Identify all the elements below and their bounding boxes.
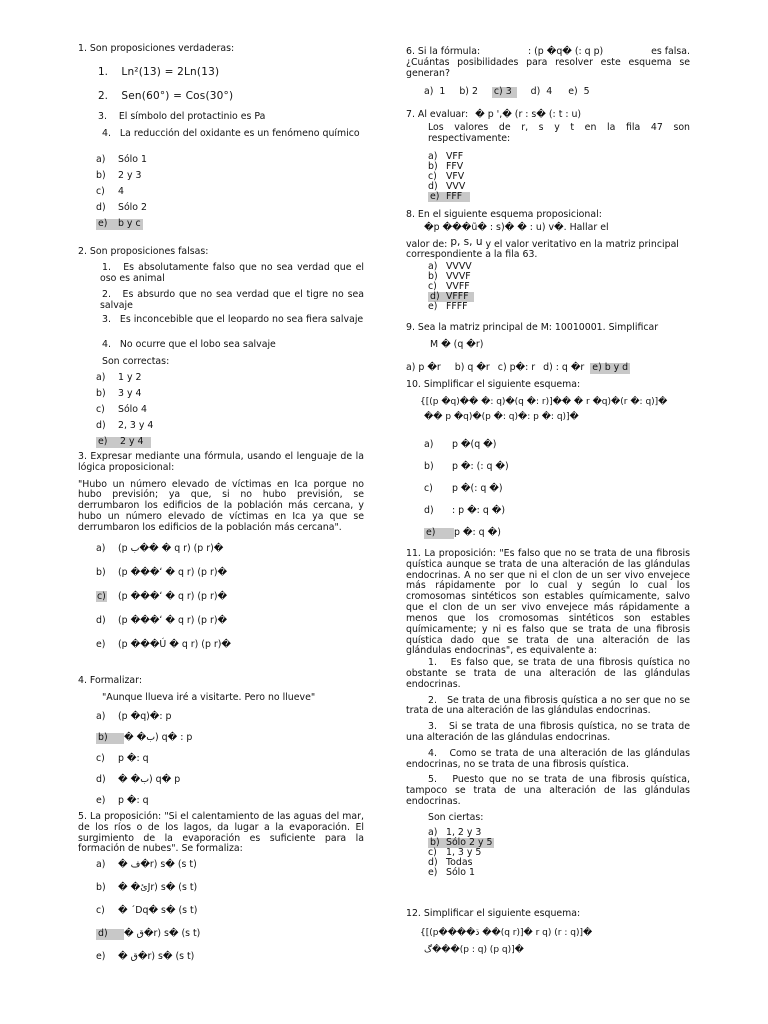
question-9-stem: 9. Sea la matriz principal de M: 10010001. Simplificar: [406, 322, 659, 333]
q11-item-5: 5. Puesto que no se trata de una fibrosis quística, tampoco se trata de una alteración de las glándulas endocrinas.: [406, 774, 690, 808]
question-6-stem: 6. Si la fórmula:: [406, 46, 481, 57]
q2-item-4: 4. No ocurre que el lobo sea salvaje: [102, 339, 276, 350]
q11-option-a[interactable]: a) 1, 2 y 3: [428, 826, 482, 838]
question-10-formula-line-2: �� p �q)�(p �: q)�: p �: q)]�: [424, 412, 579, 423]
question-11-stem: 11. La proposición: "Es falso que no se trata de una fibrosis quística aunque se trata de una alteración de las glándulas endocrinas. A no ser que ni el clon de un ser vivo envejece más rápidamente por lo cual y según lo cual los cromosomas sintéticos son estables químicamente, salvo que el clon de un ser vivo envejece más rápidamente a menos que los cromosomas sintéticos son estables químicamente; y ni es falso que se trata de una fibrosis quística dado que se trata de una alteración de las glándulas endocrinas", es equivalente a:: [406, 548, 690, 657]
question-7-stem-line: [406, 110, 690, 121]
q11-option-d[interactable]: d) Todas: [428, 856, 473, 868]
q1-options: [96, 155, 147, 235]
q4-option-a[interactable]: a) (p �q)�: p: [96, 711, 172, 722]
q10-option-a[interactable]: a) p �(q �): [424, 439, 497, 450]
question-6-question: ¿Cuántas posibilidades para resolver este esquema se generan?: [406, 56, 690, 79]
question-11: [406, 549, 690, 878]
question-8-formula-line: �p ���ũ� : s)� � : u) v�. Hallar el: [424, 221, 609, 233]
q8-option-a[interactable]: a) VVVV: [428, 261, 472, 272]
q1-item-text: Ln²(13) = 2Ln(13): [121, 66, 220, 78]
q8-option-e[interactable]: e) FFFF: [428, 301, 468, 312]
q5-option-a[interactable]: a) � ف�r) s� (s t): [96, 859, 197, 870]
question-10: [406, 379, 690, 538]
question-5: [78, 811, 364, 962]
question-7-formula: � p ',� (r : s� (: t : u): [475, 109, 582, 120]
q1-option-b[interactable]: b) 2 y 3: [96, 170, 142, 181]
q8-options: [428, 262, 474, 312]
q6-option-a[interactable]: a) 1: [424, 86, 446, 97]
q4-option-e[interactable]: e) p �: q: [96, 795, 149, 806]
q1-item-text: La reducción del oxidante es un fenómeno químico: [119, 128, 360, 139]
q2-option-c[interactable]: c) Sólo 4: [96, 404, 147, 415]
question-12-stem: 12. Simplificar el siguiente esquema:: [406, 908, 581, 919]
q3-option-b[interactable]: b) (p ���ʻ � q r) (p r)�: [96, 567, 228, 578]
selected-answer-highlight: c): [97, 591, 106, 602]
selected-answer-highlight: d): [96, 929, 124, 940]
question-4-quote: "Aunque llueva iré a visitarte. Pero no llueve": [102, 691, 316, 703]
q1-item-1: [98, 66, 219, 78]
q9-option-c[interactable]: c) p�: r: [497, 362, 536, 373]
q10-options: [424, 440, 509, 550]
q7-options: [428, 152, 470, 202]
q6-option-b[interactable]: b) 2: [459, 86, 478, 97]
q1-item-number: 2.: [98, 90, 109, 102]
q11-option-e[interactable]: e) Sólo 1: [428, 866, 475, 878]
question-3-stem: 3. Expresar mediante una fórmula, usando el lenguaje de la lógica proposicional:: [78, 451, 364, 473]
q4-option-d[interactable]: d) � �ب) q� p: [96, 774, 181, 785]
q10-option-b[interactable]: b) p �: (: q �): [424, 461, 509, 472]
q1-item-4: [100, 129, 364, 140]
question-8-formula: �p ���ũ� : s)� � : u) v�: [424, 221, 564, 233]
q6-option-e[interactable]: e) 5: [568, 86, 590, 97]
question-7-question: Los valores de r, s y t en la fila 47 son respectivamente:: [428, 121, 690, 144]
q1-item-number: 1.: [98, 66, 109, 78]
q10-option-e[interactable]: e) p �: q �): [426, 527, 501, 538]
q6-option-c[interactable]: c) 3: [492, 87, 517, 98]
question-9-formula: M � (q �r): [430, 338, 484, 350]
question-5-stem: 5. La proposición: "Si el calentamiento de las aguas del mar, de los ríos o de los lagos, da lugar a la evaporación. El surgimiento de la evaporación es suficiente para la formación de nubes". Se formaliza:: [78, 811, 364, 855]
selected-answer-highlight: e) 2 y 4: [96, 437, 151, 448]
q2-item-3: 3. Es inconcebible que el leopardo no sea fiera salvaje: [102, 314, 364, 325]
question-3: [78, 451, 364, 650]
q2-item-1: 1. Es absolutamente falso que no sea verdad que el oso es animal: [100, 262, 364, 284]
selected-answer-highlight: b) Sólo 2 y 5: [430, 836, 493, 848]
question-4-stem: 4. Formalizar:: [78, 675, 143, 686]
q1-item-number: 3.: [98, 111, 107, 122]
question-2-stem: 2. Son proposiciones falsas:: [78, 246, 209, 257]
question-6-stem-line: 6. Si la fórmula: : (p �q� (: q p) es falsa.: [406, 46, 690, 57]
selected-answer-highlight: b): [96, 733, 124, 744]
q5-options: [96, 860, 200, 975]
q1-item-number: 4.: [102, 128, 111, 139]
question-10-stem: 10. Simplificar el siguiente esquema:: [406, 379, 581, 390]
question-10-formula-line-1: {[(p �q)�� �: q)�(q �: r)]�� � r �q)�(r �: q)]�: [420, 396, 668, 407]
q11-item-1: 1. Es falso que, se trata de una fibrosis quística no obstante se trata de una alteración de las glándulas endocrinas.: [406, 657, 690, 690]
q7-option-e[interactable]: [428, 192, 470, 202]
q5-option-b[interactable]: b) � �ئJr) s� (s t): [96, 882, 198, 893]
q10-option-c[interactable]: c) p �(: q �): [424, 483, 503, 494]
q5-option-e[interactable]: e) � ق�r) s� (s t): [96, 951, 195, 962]
question-9: [406, 322, 690, 373]
question-8: [406, 209, 690, 312]
q4-option-c[interactable]: c) p �: q: [96, 753, 149, 764]
q2-option-b[interactable]: b) 3 y 4: [96, 388, 142, 399]
q6-option-d[interactable]: d) 4: [530, 86, 553, 97]
q2-options: [96, 373, 153, 453]
q2-item-2: 2. Es absurdo que no sea verdad que el tigre no sea salvaje: [100, 289, 364, 311]
question-8-vars: p, s, u: [450, 235, 483, 248]
q5-option-c[interactable]: c) � ´Dq� s� (s t): [96, 905, 198, 916]
q8-option-c[interactable]: c) VVFF: [428, 281, 470, 292]
q2-option-a[interactable]: a) 1 y 2: [96, 372, 142, 383]
q7-option-c[interactable]: c) VFV: [428, 171, 465, 182]
q9-option-d[interactable]: d) : q �r: [543, 362, 585, 373]
question-1: [78, 43, 364, 229]
q3-option-d[interactable]: d) (p ���ʻ � q r) (p r)�: [96, 615, 228, 626]
question-12-formula-line-1: {[(p����ڌ ��(q r)]� r q) (r : q)]�: [420, 927, 593, 938]
q1-item-text: Sen(60°) = Cos(30°): [121, 90, 234, 102]
q1-option-a[interactable]: a) Sólo 1: [96, 154, 147, 165]
q9-option-a[interactable]: a) p �r: [406, 362, 441, 373]
q2-subheading: Son correctas:: [102, 356, 170, 367]
q8-option-b[interactable]: b) VVVF: [428, 271, 471, 282]
q1-option-d[interactable]: d) Sólo 2: [96, 202, 147, 213]
question-4: [78, 675, 364, 806]
q4-option-b[interactable]: b) � �ب) q� : p: [98, 732, 193, 743]
q3-option-c[interactable]: c) (p ���ʻ � q r) (p r)�: [97, 591, 228, 602]
q2-option-d[interactable]: d) 2, 3 y 4: [96, 420, 154, 431]
question-6-formula: : (p �q� (: q p): [527, 46, 604, 57]
question-12-formula-line-2: گ���(p : q) (p q)]�: [424, 945, 524, 956]
q1-option-e[interactable]: [96, 219, 147, 235]
selected-answer-highlight: e) b y c: [98, 218, 141, 229]
question-3-quote: "Hubo un número elevado de víctimas en Ica porque no hubo previsión; ya que, si no hubo previsión, se derrumbaron los edificios de la población más cercana, y hubo un número elevado de víctimas en Ica ya que se derrumbaron los edificios de la población más cercana".: [78, 478, 364, 533]
question-7-stem: 7. Al evaluar:: [406, 109, 469, 120]
question-2: [78, 246, 364, 447]
q11-item-4: 4. Como se trata de una alteración de las glándulas endocrinas, no se trata de una fibrosis quística.: [406, 747, 690, 770]
q1-item-2: [98, 90, 233, 102]
question-6: [406, 46, 690, 97]
question-8-stem: 8. En el siguiente esquema proposicional:: [406, 209, 602, 220]
q7-option-d[interactable]: d) VVV: [428, 181, 466, 192]
q9-option-b[interactable]: b) q �r: [454, 362, 490, 373]
q3-option-e[interactable]: e) (p ���Ú � q r) (p r)�: [96, 639, 231, 650]
question-8-value-line: valor de: p, s, u y el valor veritativo en la matriz principal correspondiente a la fila 63.: [406, 235, 679, 261]
q11-option-c[interactable]: c) 1, 3 y 5: [428, 846, 482, 858]
q1-option-c[interactable]: c) 4: [96, 186, 124, 197]
q9-option-e[interactable]: e) b y d: [592, 362, 629, 373]
question-12: [406, 909, 690, 956]
selected-answer-highlight: e) FFF: [428, 192, 470, 202]
q7-option-b[interactable]: b) FFV: [428, 161, 464, 172]
q6-options: [424, 87, 590, 98]
q1-item-text: El símbolo del protactinio es Pa: [118, 111, 266, 122]
question-1-stem: 1. Son proposiciones verdaderas:: [78, 43, 235, 54]
q7-option-a[interactable]: a) VFF: [428, 151, 464, 162]
q9-options: [406, 363, 630, 374]
q11-item-2: 2. Se trata de una fibrosis quística a no ser que no se trata de una alteración de las glándulas endocrinas.: [406, 694, 690, 717]
q10-option-d[interactable]: d) : p �: q �): [424, 505, 506, 516]
selected-answer-highlight: e): [424, 528, 454, 539]
q1-item-3: [98, 112, 265, 123]
q11-subheading: Son ciertas:: [428, 811, 484, 823]
question-7: [406, 109, 690, 202]
q3-options: [96, 544, 231, 664]
q3-option-a[interactable]: a) (p ب�� � q r) (p r)�: [96, 543, 224, 554]
q11-item-3: 3. Si se trata de una fibrosis quística, no se trata de una alteración de las glándulas endocrinas.: [406, 721, 690, 743]
q5-option-d[interactable]: d) � ق�r) s� (s t): [98, 928, 201, 939]
selected-answer-highlight: d) VFFF: [428, 292, 474, 302]
q11-options: [406, 828, 690, 878]
q4-options: [96, 712, 192, 817]
